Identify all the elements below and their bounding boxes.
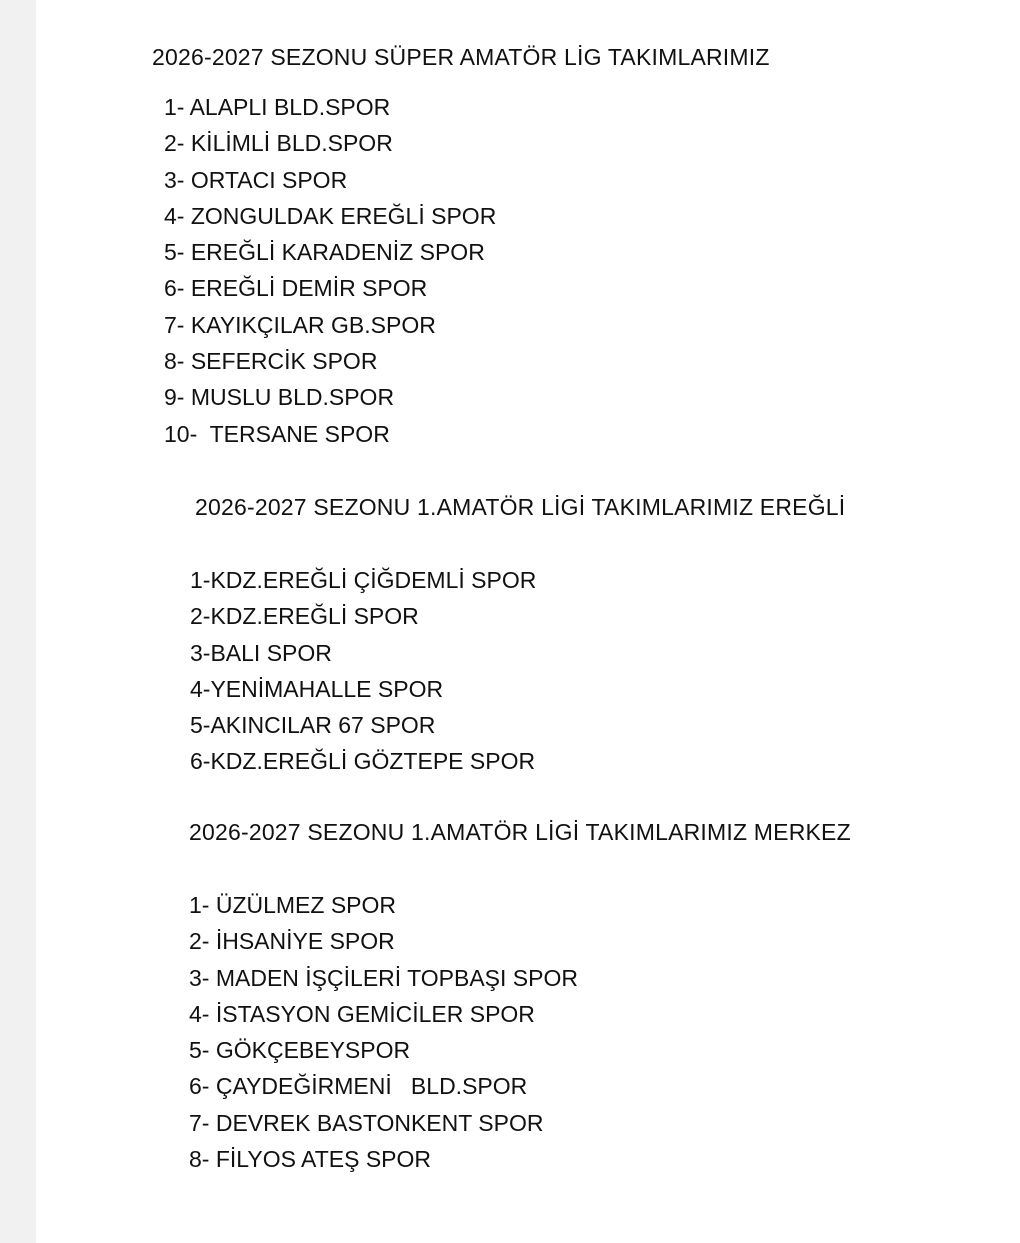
super-amateur-team-list xyxy=(164,89,496,452)
list-item: 4- ZONGULDAK EREĞLİ SPOR xyxy=(164,202,497,229)
super-amateur-league-heading: 2026-2027 SEZONU SÜPER AMATÖR LİG TAKIMLARIMIZ xyxy=(152,44,770,70)
first-amateur-eregli-team-list xyxy=(190,562,536,780)
list-item: 6- EREĞLİ DEMİR SPOR xyxy=(164,275,428,302)
left-margin-strip xyxy=(0,0,36,1243)
first-amateur-merkez-heading: 2026-2027 SEZONU 1.AMATÖR LİGİ TAKIMLARIMIZ MERKEZ xyxy=(189,819,851,845)
list-item: 4- İSTASYON GEMİCİLER SPOR xyxy=(189,1000,535,1027)
list-item: 5-AKINCILAR 67 SPOR xyxy=(190,712,436,739)
list-item: 3-BALI SPOR xyxy=(190,639,332,666)
list-item: 8- FİLYOS ATEŞ SPOR xyxy=(189,1146,431,1173)
list-item: 5- GÖKÇEBEYSPOR xyxy=(189,1037,411,1064)
list-item: 1-KDZ.EREĞLİ ÇİĞDEMLİ SPOR xyxy=(190,567,537,593)
first-amateur-merkez-team-list xyxy=(189,887,578,1177)
list-item: 4-YENİMAHALLE SPOR xyxy=(190,675,444,702)
document-page xyxy=(36,0,1020,1243)
list-item: 6- ÇAYDEĞİRMENİ BLD.SPOR xyxy=(189,1073,528,1100)
list-item: 2- İHSANİYE SPOR xyxy=(189,928,395,955)
list-item: 1- ALAPLI BLD.SPOR xyxy=(164,94,391,120)
list-item: 7- DEVREK BASTONKENT SPOR xyxy=(189,1109,544,1136)
first-amateur-eregli-heading: 2026-2027 SEZONU 1.AMATÖR LİGİ TAKIMLARIMIZ EREĞLİ xyxy=(195,494,846,520)
list-item: 2- KİLİMLİ BLD.SPOR xyxy=(164,130,393,157)
list-item: 8- SEFERCİK SPOR xyxy=(164,348,378,375)
list-item: 6-KDZ.EREĞLİ GÖZTEPE SPOR xyxy=(190,748,536,775)
list-item: 7- KAYIKÇILAR GB.SPOR xyxy=(164,311,436,338)
list-item: 10- TERSANE SPOR xyxy=(164,420,390,447)
list-item: 3- MADEN İŞÇİLERİ TOPBAŞI SPOR xyxy=(189,964,578,991)
list-item: 1- ÜZÜLMEZ SPOR xyxy=(189,892,397,918)
list-item: 3- ORTACI SPOR xyxy=(164,166,348,193)
list-item: 9- MUSLU BLD.SPOR xyxy=(164,384,395,411)
list-item: 2-KDZ.EREĞLİ SPOR xyxy=(190,603,419,630)
list-item: 5- EREĞLİ KARADENİZ SPOR xyxy=(164,239,485,266)
